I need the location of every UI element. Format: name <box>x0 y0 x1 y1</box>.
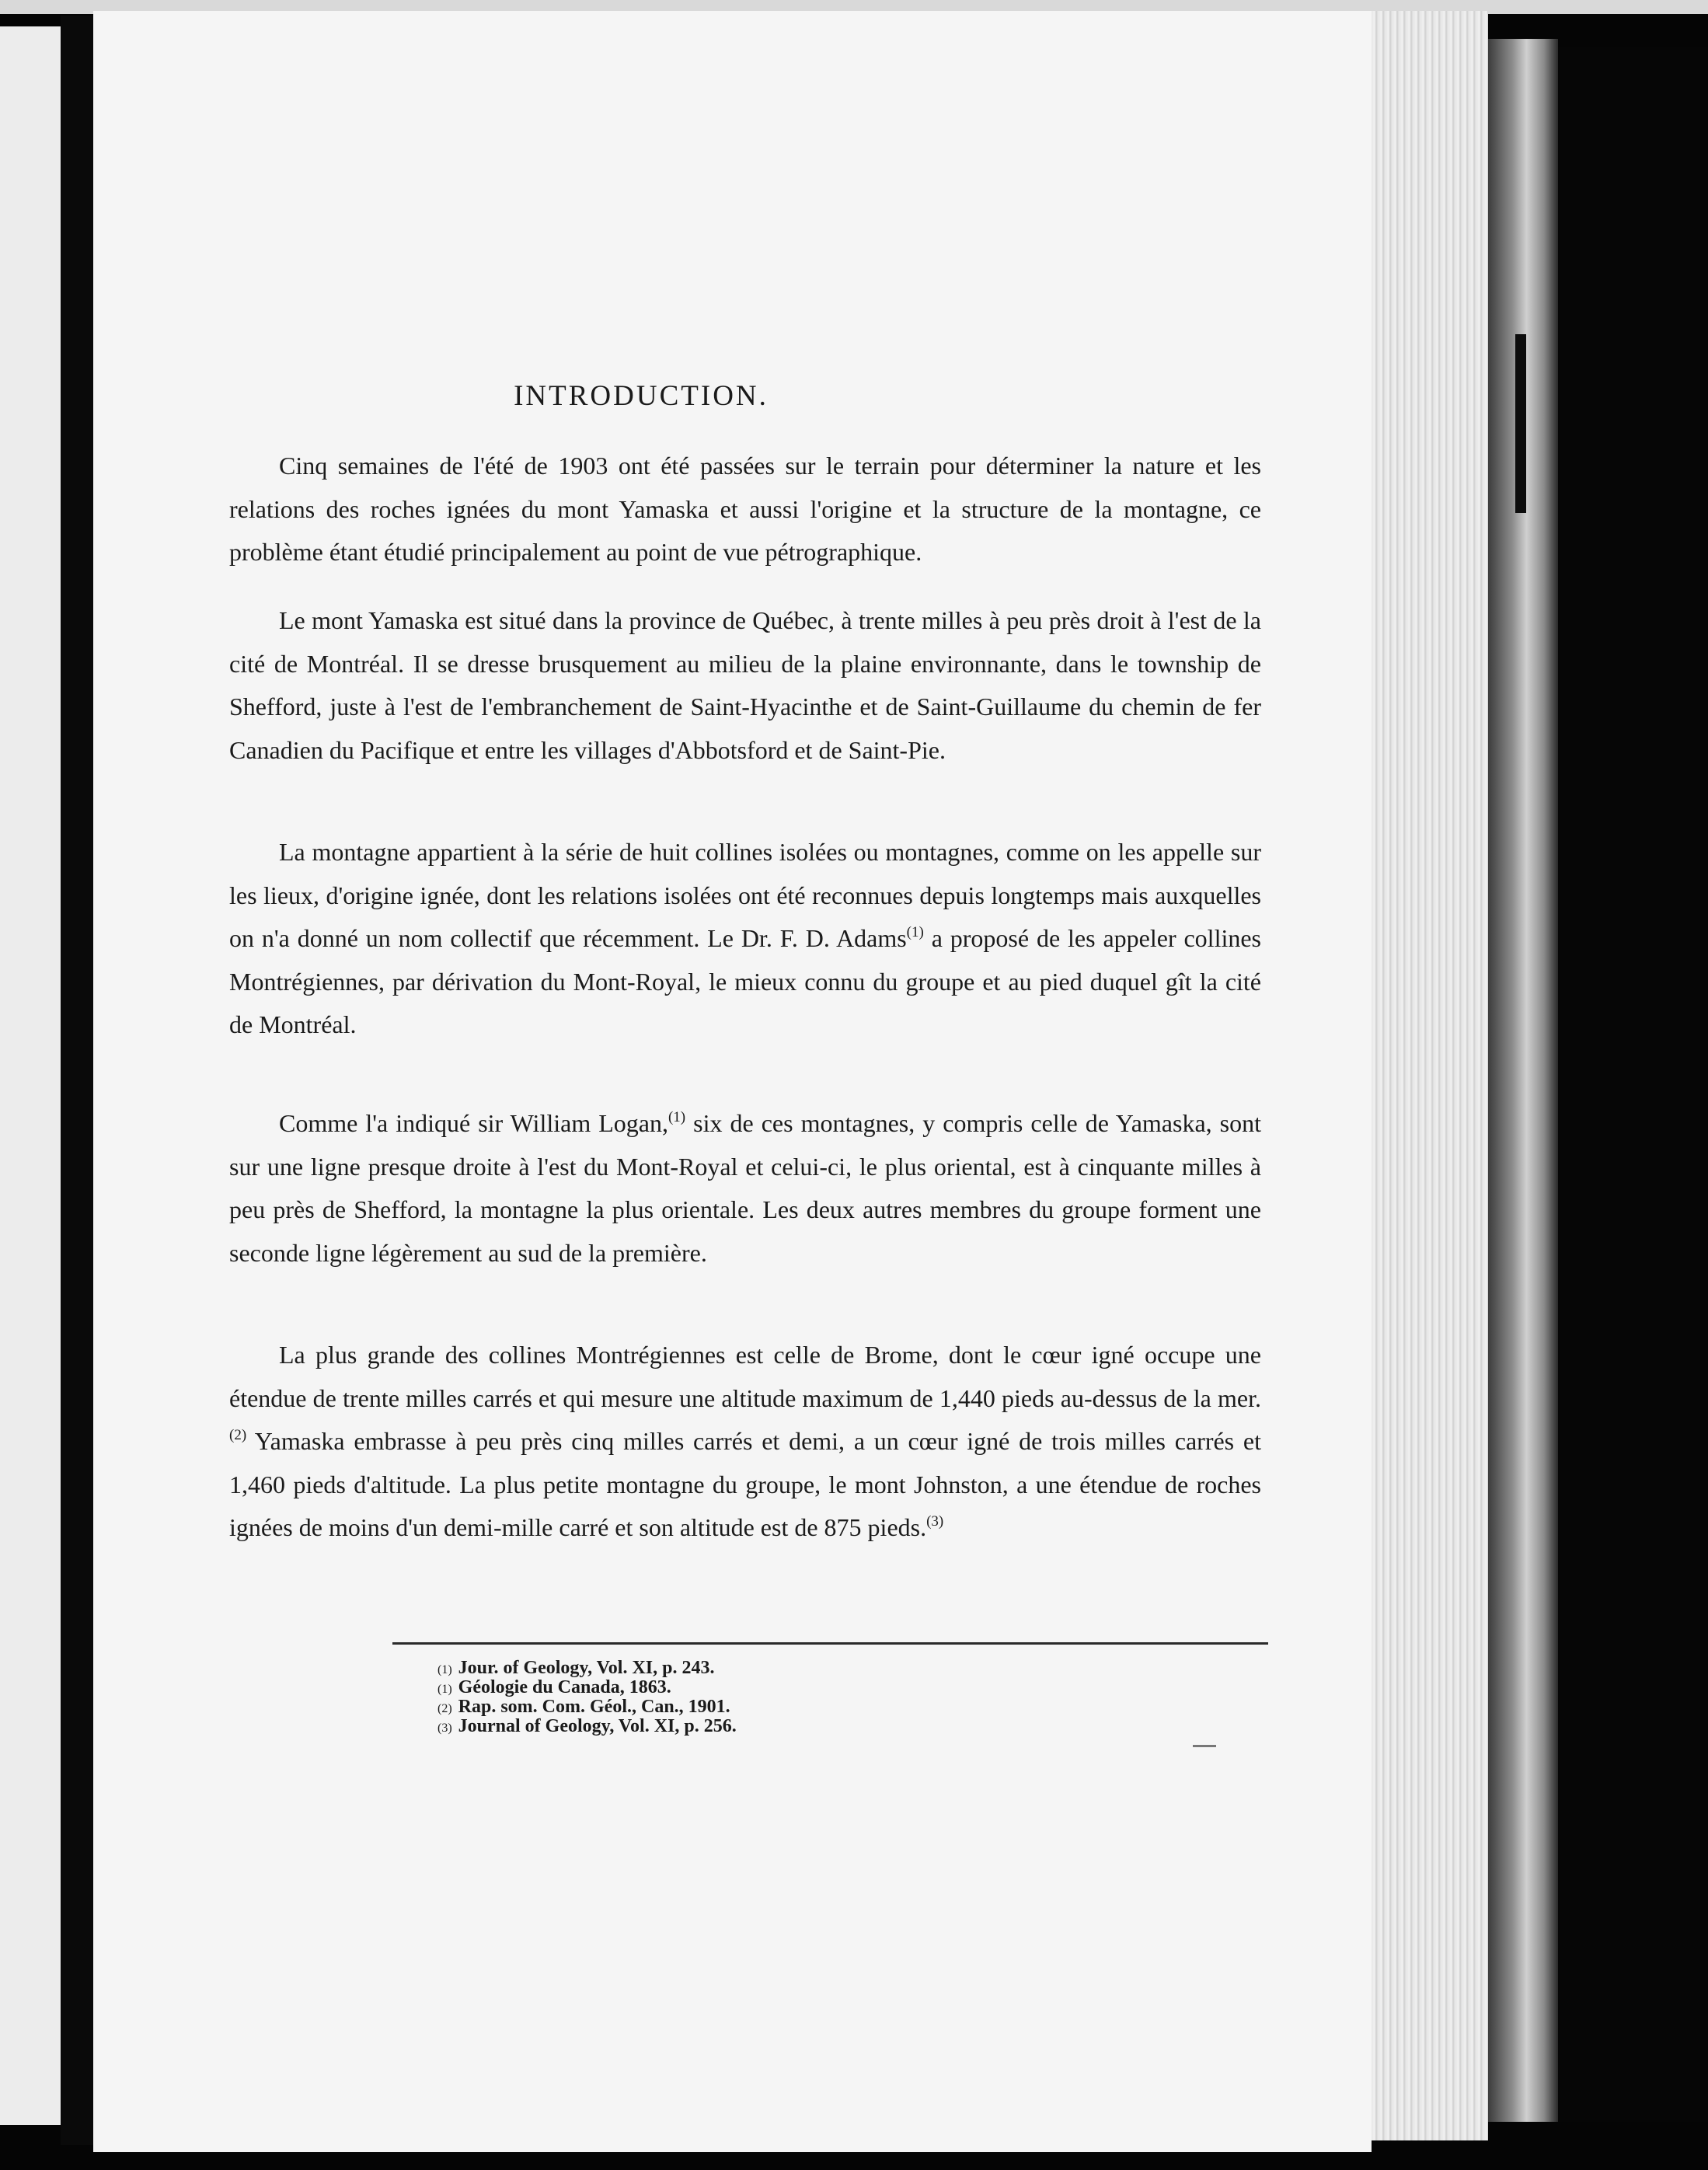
footnote-mark: (2) <box>437 1702 452 1715</box>
footnote <box>437 1698 737 1718</box>
paragraph-2 <box>229 599 1261 772</box>
footnote <box>437 1718 737 1737</box>
paragraph-text: six de ces montagnes, y compris celle de Yamaska, sont sur une ligne presque droite à l'est du Mont-Royal et celui-ci, le plus oriental, est à cinquante milles à peu près de Shefford, la montagne la plus orientale. Les deux autres membres du groupe forment une seconde ligne légèrement au sud de la première. <box>229 1109 1262 1267</box>
spine-mark <box>1515 334 1526 513</box>
paragraph-text: Cinq semaines de l'été de 1903 ont été passées sur le terrain pour déterminer la nature et les relations des roches ignées du mont Yamaska et aussi l'origine et la structure de la montagne, ce problème étant étudié principalement au point de vue pétrographique. <box>229 452 1261 566</box>
footnote <box>437 1679 737 1698</box>
footnote-text: Journal of Geology, Vol. XI, p. 256. <box>458 1716 737 1736</box>
paragraph-text: La plus grande des collines Montrégiennes est celle de Brome, dont le cœur igné occupe une étendue de trente milles carrés et qui mesure une altitude maximum de 1,440 pieds au-dessus de la mer. <box>229 1341 1261 1412</box>
paragraph-text: La montagne appartient à la série de huit collines isolées ou montagnes, comme on les appelle sur les lieux, d'origine ignée, dont les relations isolées ont été reconnues depuis longtemps mais auxquelles on n'a donné un nom collectif que récemment. Le Dr. F. D. Adams <box>229 838 1261 952</box>
footnotes <box>437 1659 737 1737</box>
footnote-mark: (1) <box>437 1663 452 1676</box>
footnote-reference: (3) <box>926 1513 944 1530</box>
footnote-reference: (1) <box>906 924 924 940</box>
paragraph-text: Yamaska embrasse à peu près cinq milles carrés et demi, a un cœur igné de trois milles carrés et 1,460 pieds d'altitude. La plus petite montagne du groupe, le mont Johnston, a une étendue de roches ignées de moins d'un demi-mille carré et son altitude est de 875 pieds. <box>229 1427 1261 1541</box>
footnote-mark: (3) <box>437 1722 452 1735</box>
paragraph-1 <box>229 445 1261 574</box>
footnote-reference: (1) <box>668 1109 686 1125</box>
paragraph-text: Comme l'a indiqué sir William Logan, <box>279 1109 668 1137</box>
page-heading: INTRODUCTION. <box>514 380 769 412</box>
left-page-edge <box>0 26 61 2125</box>
paragraph-text: Le mont Yamaska est situé dans la province de Québec, à trente milles à peu près droit à l'est de la cité de Montréal. Il se dresse brusquement au milieu de la plaine environnante, dans le township de Shefford, juste à l'est de l'embranchement de Saint-Hyacinthe et de Saint-Guillaume du chemin de fer Canadien du Pacifique et entre les villages d'Abbotsford et de Saint-Pie. <box>229 606 1261 764</box>
paragraph-3 <box>229 831 1261 1047</box>
footnote-reference: (2) <box>229 1427 247 1443</box>
page-stack-edges <box>1372 11 1488 2140</box>
footnote-text: Jour. of Geology, Vol. XI, p. 243. <box>458 1658 715 1678</box>
footnote-separator <box>392 1642 1268 1645</box>
scan-right-background <box>1558 47 1708 2122</box>
footnote <box>437 1659 737 1679</box>
margin-dash <box>1193 1745 1216 1747</box>
paragraph-4 <box>229 1102 1261 1275</box>
book-page <box>93 11 1372 2152</box>
footnote-mark: (1) <box>437 1683 452 1696</box>
footnote-text: Rap. som. Com. Géol., Can., 1901. <box>458 1697 730 1717</box>
footnote-text: Géologie du Canada, 1863. <box>458 1677 671 1697</box>
book-gutter <box>61 16 93 2145</box>
paragraph-5 <box>229 1334 1261 1550</box>
paragraph-text: a proposé de les appeler collines Montrégiennes, par dérivation du Mont-Royal, le mieux connu du groupe et au pied duquel gît la cité de Montréal. <box>229 924 1262 1038</box>
